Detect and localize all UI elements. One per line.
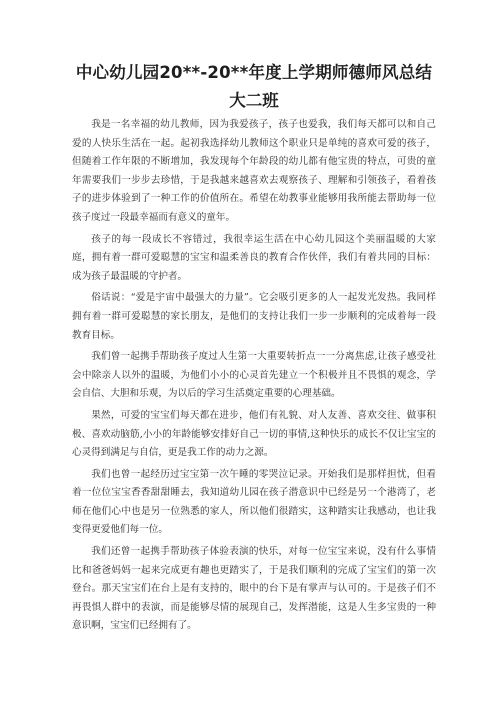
document-title: 中心幼儿园20**-20**年度上学期师德师风总结	[75, 63, 433, 82]
paragraph-2: 孩子的每一段成长不容错过，我很幸运生活在中心幼儿园这个美丽温暖的大家庭，拥有着一群可爱聪慧的宝宝和温柔善良的教育合作伙伴，我们有着共同的目标：成为孩子最温暖的守护者。	[72, 233, 436, 282]
document-body	[72, 116, 436, 636]
paragraph-7: 我们还曾一起携手帮助孩子体验表演的快乐，对每一位宝宝来说，没有什么事情比和爸爸妈妈一起来完成更有趣也更踏实了，于是我们顺利的完成了宝宝们的第一次登台。那天宝宝们在台上是有支持的，眼中的台下是有掌声与认可的。于是孩子们不再畏惧人群中的表演，而是能够尽情的展现自己，发挥潜能，这是人生多宝贵的一种意识啊，宝宝们已经拥有了。	[72, 546, 436, 632]
paragraph-4: 我们曾一起携手帮助孩子度过人生第一大重要转折点一一分离焦虑,让孩子感受社会中除亲人以外的温暖，为他们小小的心灵首先建立一个积极并且不畏惧的观念，学会自信、大胆和乐观，为以后的学习生活奠定重要的心理基础。	[72, 351, 436, 400]
paragraph-3: 俗话说：“爱是宇宙中最强大的力量”。它会吸引更多的人一起发光发热。我同样拥有着一群可爱聪慧的家长朋友，是他们的支持让我们一步一步顺利的完成着每一段教育目标。	[72, 292, 436, 341]
paragraph-1: 我是一名幸福的幼儿教师，因为我爱孩子，孩子也爱我，我们每天都可以和自己爱的人快乐生活在一起。起初我选择幼儿教师这个职业只是单纯的喜欢可爱的孩子，但随着工作年限的不断增加，我发现每个年龄段的幼儿都有他宝贵的特点，可贵的童年需要我们一步步去珍惜，于是我越来越喜欢去观察孩子、理解和引领孩子，看着孩子的进步体验到了一种工作的价值所在。希望在幼教事业能够用我所能去帮助每一位孩子度过一段最幸福而有意义的童年。	[72, 119, 436, 223]
paragraph-6: 我们也曾一起经历过宝宝第一次午睡的零哭泣记录。开始我们是那样担忧，但看着一位位宝宝香香甜甜睡去，我知道幼儿园在孩子潜意识中已经是另一个港湾了，老师在他们心中也是另一位熟悉的家人，所以他们很踏实，这种踏实让我感动，也让我变得更爱他们每一位。	[72, 468, 436, 536]
class-name-heading: 大二班	[229, 91, 279, 110]
paragraph-5: 果然，可爱的宝宝们每天都在进步，他们有礼貌、对人友善、喜欢交往、做事积极、喜欢动脑筋,小小的年龄能够安排好自己一切的事情,这种快乐的成长不仅让宝宝的心灵得到满足与自信，更是我工作的动力之源。	[72, 409, 436, 459]
